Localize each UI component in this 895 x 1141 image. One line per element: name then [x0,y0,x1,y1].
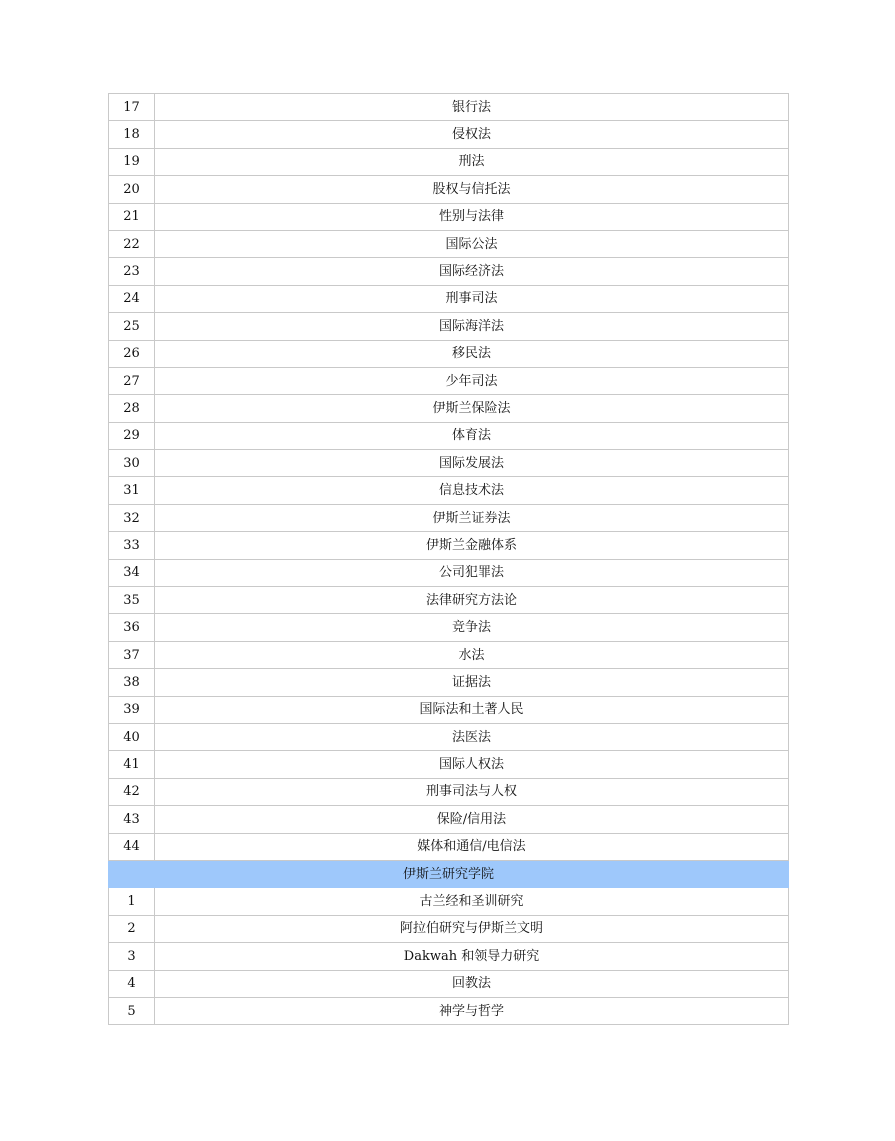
course-name: 媒体和通信/电信法 [155,833,789,860]
table-row [109,641,789,668]
table-row [109,203,789,230]
row-number: 3 [109,943,155,970]
course-name: 公司犯罪法 [155,559,789,586]
row-number: 1 [109,888,155,915]
table-row [109,258,789,285]
row-number: 25 [109,313,155,340]
table-row [109,94,789,121]
row-number: 41 [109,751,155,778]
table-row [109,450,789,477]
course-table-body-islamic [109,888,789,1025]
row-number: 5 [109,997,155,1024]
course-name: 神学与哲学 [155,997,789,1024]
table-row [109,230,789,257]
table-row [109,477,789,504]
row-number: 40 [109,723,155,750]
course-name: 国际海洋法 [155,313,789,340]
course-name: 法律研究方法论 [155,587,789,614]
course-name: 移民法 [155,340,789,367]
course-name: 竞争法 [155,614,789,641]
course-name: 信息技术法 [155,477,789,504]
course-name: 阿拉伯研究与伊斯兰文明 [155,915,789,942]
course-name: 保险/信用法 [155,806,789,833]
row-number: 33 [109,532,155,559]
row-number: 28 [109,395,155,422]
row-number: 23 [109,258,155,285]
course-table-container [108,93,789,1025]
table-row [109,943,789,970]
table-row [109,587,789,614]
row-number: 19 [109,148,155,175]
row-number: 35 [109,587,155,614]
course-name: 性别与法律 [155,203,789,230]
course-name: 银行法 [155,94,789,121]
row-number: 32 [109,504,155,531]
table-row [109,148,789,175]
table-row [109,614,789,641]
course-name: 国际发展法 [155,450,789,477]
table-row [109,504,789,531]
course-name: 水法 [155,641,789,668]
table-row [109,833,789,860]
course-name: 法医法 [155,723,789,750]
course-name: 回教法 [155,970,789,997]
table-row [109,340,789,367]
row-number: 27 [109,367,155,394]
row-number: 43 [109,806,155,833]
table-row [109,176,789,203]
course-name: Dakwah 和领导力研究 [155,943,789,970]
row-number: 20 [109,176,155,203]
row-number: 38 [109,669,155,696]
course-name: 少年司法 [155,367,789,394]
row-number: 17 [109,94,155,121]
row-number: 31 [109,477,155,504]
table-row [109,367,789,394]
row-number: 37 [109,641,155,668]
course-name: 股权与信托法 [155,176,789,203]
course-name: 伊斯兰证券法 [155,504,789,531]
course-name: 国际经济法 [155,258,789,285]
course-name: 刑事司法与人权 [155,778,789,805]
course-table [108,93,789,1025]
course-name: 体育法 [155,422,789,449]
course-name: 侵权法 [155,121,789,148]
row-number: 42 [109,778,155,805]
row-number: 26 [109,340,155,367]
table-row [109,669,789,696]
row-number: 39 [109,696,155,723]
table-row [109,888,789,915]
table-row [109,997,789,1024]
table-row [109,121,789,148]
row-number: 4 [109,970,155,997]
row-number: 44 [109,833,155,860]
row-number: 36 [109,614,155,641]
table-row [109,422,789,449]
course-name: 国际法和土著人民 [155,696,789,723]
section-header-row [109,860,789,887]
table-row [109,778,789,805]
course-name: 国际公法 [155,230,789,257]
course-name: 古兰经和圣训研究 [155,888,789,915]
row-number: 22 [109,230,155,257]
table-row [109,806,789,833]
row-number: 34 [109,559,155,586]
table-row [109,751,789,778]
course-name: 刑事司法 [155,285,789,312]
table-row [109,559,789,586]
table-row [109,532,789,559]
row-number: 18 [109,121,155,148]
table-row [109,285,789,312]
table-row [109,395,789,422]
table-row [109,915,789,942]
course-name: 刑法 [155,148,789,175]
course-name: 伊斯兰金融体系 [155,532,789,559]
table-row [109,970,789,997]
course-name: 伊斯兰保险法 [155,395,789,422]
section-title: 伊斯兰研究学院 [109,860,789,887]
row-number: 21 [109,203,155,230]
course-table-section [109,860,789,887]
row-number: 30 [109,450,155,477]
row-number: 24 [109,285,155,312]
row-number: 29 [109,422,155,449]
row-number: 2 [109,915,155,942]
course-name: 证据法 [155,669,789,696]
course-table-body-law [109,94,789,861]
table-row [109,696,789,723]
table-row [109,313,789,340]
table-row [109,723,789,750]
course-name: 国际人权法 [155,751,789,778]
